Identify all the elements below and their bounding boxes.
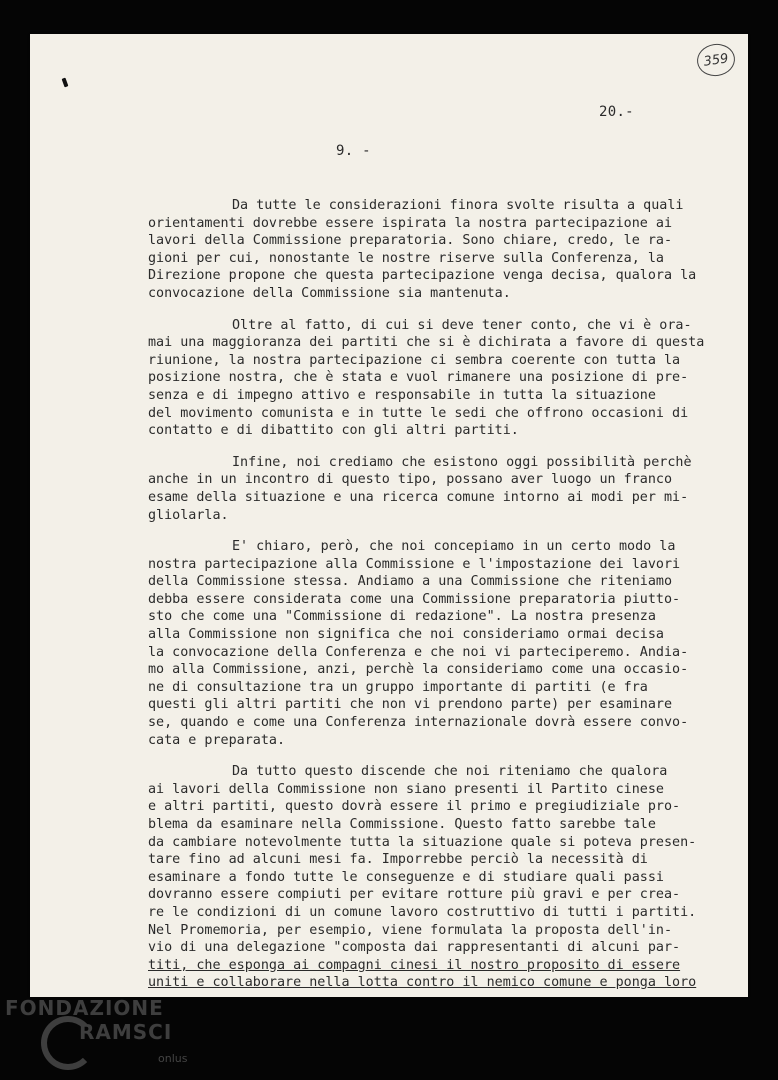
logo-text-line2: RAMSCI bbox=[79, 1020, 173, 1044]
text-line: Infine, noi crediamo che esistono oggi possibilità perchè bbox=[232, 454, 692, 470]
text-line: re le condizioni di un comune lavoro costruttivo di tutti i partiti. bbox=[148, 904, 697, 920]
text-line: gioni per cui, nonostante le nostre riserve sulla Conferenza, la bbox=[148, 250, 664, 266]
text-line-underlined: vio di una delegazione "composta dai rappresentanti di alcuni par- bbox=[148, 940, 681, 956]
fondazione-gramsci-logo bbox=[5, 996, 172, 1044]
text-line: debba essere considerata come una Commissione preparatoria piutto- bbox=[148, 591, 681, 607]
text-line: gliolarla. bbox=[148, 507, 229, 523]
text-line: riunione, la nostra partecipazione ci sembra coerente con tutta la bbox=[148, 352, 681, 368]
text-line: dovranno essere compiuti per evitare rotture più gravi e per crea- bbox=[148, 887, 681, 903]
text-line: tare fino ad alcuni mesi fa. Imporrebbe perciò la necessità di bbox=[148, 852, 648, 868]
text-line: sto che come una "Commissione di redazione". La nostra presenza bbox=[148, 609, 656, 625]
logo-text-line1: FONDAZIONE bbox=[5, 996, 164, 1020]
text-line: del movimento comunista e in tutte le sedi che offrono occasioni di bbox=[148, 405, 689, 421]
section-number: 9. - bbox=[336, 143, 371, 159]
text-line: della Commissione stessa. Andiamo a una Commissione che riteniamo bbox=[148, 574, 673, 590]
text-line: ai lavori della Commissione non siano presenti il Partito cinese bbox=[148, 781, 664, 797]
text-line: cata e preparata. bbox=[148, 732, 286, 748]
paragraph-4 bbox=[148, 538, 738, 749]
text-line: Oltre al fatto, di cui si deve tener conto, che vi è ora- bbox=[232, 317, 692, 333]
page-number: 20.- bbox=[599, 104, 634, 120]
text-line: orientamenti dovrebbe essere ispirata la nostra partecipazione ai bbox=[148, 215, 673, 231]
text-line: E' chiaro, però, che noi concepiamo in un certo modo la bbox=[232, 539, 676, 555]
document-body bbox=[148, 197, 738, 1006]
text-line: da cambiare notevolmente tutta la situazione quale si poteva presen- bbox=[148, 834, 697, 850]
paragraph-5 bbox=[148, 763, 738, 992]
text-line: ne di consultazione tra un gruppo importante di partiti (e fra bbox=[148, 679, 648, 695]
text-line: anche in un incontro di questo tipo, possano aver luogo un franco bbox=[148, 472, 673, 488]
text-line: contatto e di dibattito con gli altri partiti. bbox=[148, 423, 519, 439]
paragraph-2 bbox=[148, 317, 738, 440]
text-line: mai una maggioranza dei partiti che si è dichirata a favore di questa bbox=[148, 335, 705, 351]
text-line: convocazione della Commissione sia mantenuta. bbox=[148, 285, 511, 301]
text-line: lavori della Commissione preparatoria. Sono chiare, credo, le ra- bbox=[148, 233, 673, 249]
text-line: esame della situazione e una ricerca comune intorno ai modi per mi- bbox=[148, 489, 689, 505]
text-line: se, quando e come una Conferenza internazionale dovrà essere convo- bbox=[148, 715, 689, 731]
paragraph-1 bbox=[148, 197, 738, 303]
paragraph-3 bbox=[148, 454, 738, 524]
text-line: Direzione propone che questa partecipazione venga decisa, qualora la bbox=[148, 268, 697, 284]
text-line: alla Commissione non significa che noi consideriamo ormai decisa bbox=[148, 627, 664, 643]
logo-g-mark-icon bbox=[41, 1016, 95, 1070]
archive-stamp: 359 bbox=[695, 42, 737, 79]
text-line-underlined: uniti e collaborare nella lotta contro il nemico comune e ponga loro bbox=[148, 975, 697, 991]
text-line: Da tutte le considerazioni finora svolte risulta a quali bbox=[232, 198, 684, 213]
text-line: blema da esaminare nella Commissione. Questo fatto sarebbe tale bbox=[148, 817, 656, 832]
text-line: senza e di impegno attivo e responsabile in tutta la situazione bbox=[148, 387, 656, 403]
text-line: esaminare a fondo tutte le conseguenze e di studiare quali passi bbox=[148, 869, 664, 885]
text-line: Da tutto questo discende che noi riteniamo che qualora bbox=[232, 764, 668, 780]
text-line: Nel Promemoria, per esempio, viene formulata la proposta dell'in- bbox=[148, 922, 673, 938]
text-line: nostra partecipazione alla Commissione e l'impostazione dei lavori bbox=[148, 556, 681, 572]
text-line: posizione nostra, che è stata e vuol rimanere una posizione di pre- bbox=[148, 370, 689, 386]
text-line: la convocazione della Conferenza e che noi vi parteciperemo. Andia- bbox=[148, 644, 689, 660]
text-line: questi gli altri partiti che non vi prendono parte) per esaminare bbox=[148, 697, 673, 713]
text-line: mo alla Commissione, anzi, perchè la consideriamo come una occasio- bbox=[148, 662, 689, 678]
text-line: e altri partiti, questo dovrà essere il primo e pregiudiziale pro- bbox=[148, 799, 681, 815]
logo-subtitle: onlus bbox=[158, 1052, 188, 1065]
text-line-underlined: titi, che esponga ai compagni cinesi il nostro proposito di essere bbox=[148, 957, 681, 973]
